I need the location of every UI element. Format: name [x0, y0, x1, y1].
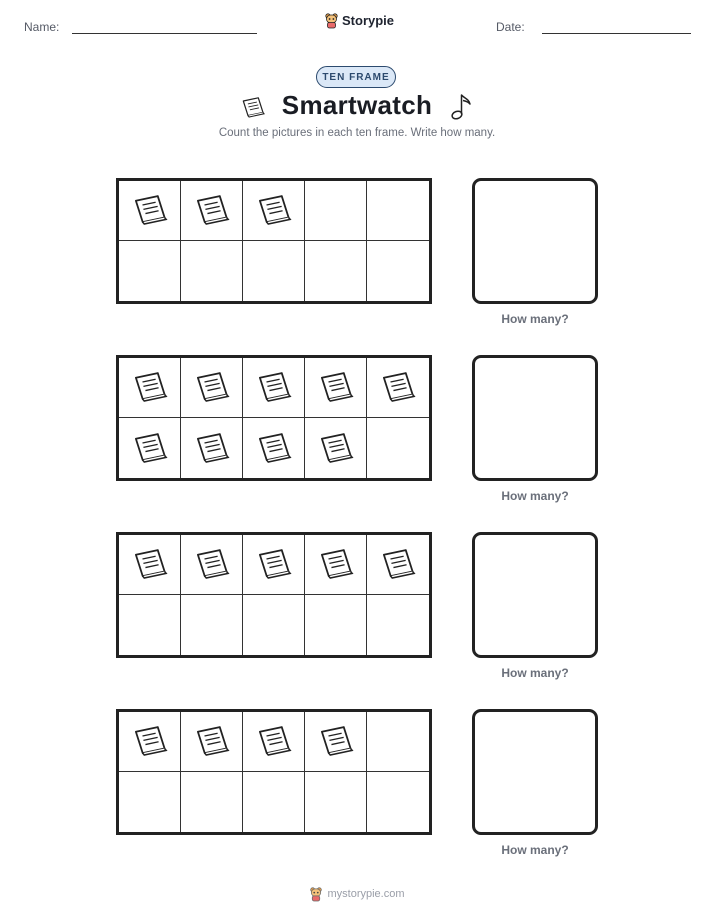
how-many-label: How many? [501, 843, 569, 857]
book-icon [255, 429, 293, 468]
book-icon [131, 429, 169, 468]
ten-frame-cell [367, 241, 429, 301]
storypie-mascot-icon [309, 886, 323, 902]
ten-frame [116, 178, 432, 304]
book-icon [317, 368, 355, 407]
ten-frame-cell [305, 181, 367, 241]
answer-box[interactable] [472, 355, 598, 481]
book-icon [255, 545, 293, 584]
ten-frame-cell [243, 358, 305, 418]
brand-name: Storypie [342, 13, 395, 28]
instructions: Count the pictures in each ten frame. Write how many. [218, 127, 496, 139]
book-icon [193, 429, 231, 468]
ten-frame-cell [305, 535, 367, 595]
book-icon [255, 368, 293, 407]
ten-frame-cell [181, 181, 243, 241]
ten-frame-cell [305, 712, 367, 772]
ten-frame-cell [367, 535, 429, 595]
book-icon [131, 722, 169, 761]
how-many-label: How many? [501, 312, 569, 326]
book-icon [193, 722, 231, 761]
footer [0, 886, 714, 902]
book-icon [379, 545, 417, 584]
ten-frame-cell [367, 595, 429, 655]
ten-frame-cell [119, 595, 181, 655]
storypie-logo [324, 12, 394, 29]
ten-frame-cell [181, 358, 243, 418]
book-icon [255, 722, 293, 761]
page-title: Smartwatch [281, 90, 433, 120]
ten-frame-cell [181, 535, 243, 595]
ten-frame-badge: TEN FRAME [316, 66, 396, 88]
ten-frame-cell [367, 772, 429, 832]
ten-frame-cell [305, 358, 367, 418]
how-many-label: How many? [501, 666, 569, 680]
ten-frame-cell [243, 712, 305, 772]
book-icon [317, 545, 355, 584]
name-write-line[interactable] [72, 33, 257, 34]
book-icon [193, 368, 231, 407]
ten-frame [116, 709, 432, 835]
date-label: Date: [496, 20, 525, 34]
ten-frame-cell [367, 712, 429, 772]
ten-frame-cell [305, 418, 367, 478]
book-icon [379, 368, 417, 407]
answer-box[interactable] [472, 178, 598, 304]
ten-frame-cell [119, 772, 181, 832]
ten-frame-cell [119, 712, 181, 772]
date-write-line[interactable] [542, 33, 691, 34]
name-label: Name: [24, 20, 60, 34]
ten-frame-cell [181, 712, 243, 772]
book-icon [317, 429, 355, 468]
book-icon [255, 191, 293, 230]
ten-frame-cell [367, 358, 429, 418]
book-icon [131, 368, 169, 407]
storypie-mascot-icon [324, 12, 339, 29]
ten-frame-cell [119, 418, 181, 478]
ten-frame-cell [181, 241, 243, 301]
ten-frame-cell [305, 772, 367, 832]
book-icon [193, 191, 231, 230]
ten-frame-cell [243, 535, 305, 595]
ten-frame [116, 532, 432, 658]
book-icon [131, 545, 169, 584]
answer-box[interactable] [472, 709, 598, 835]
ten-frame-cell [119, 181, 181, 241]
ten-frame-cell [243, 418, 305, 478]
ten-frame-cell [243, 772, 305, 832]
ten-frame-cell [181, 772, 243, 832]
ten-frame-cell [243, 595, 305, 655]
ten-frame-cell [119, 535, 181, 595]
ten-frame-cell [181, 418, 243, 478]
footer-site: mystorypie.com [327, 888, 405, 900]
ten-frame-cell [181, 595, 243, 655]
ten-frame-cell [367, 418, 429, 478]
book-icon [317, 722, 355, 761]
ten-frame-cell [243, 241, 305, 301]
ten-frame-cell [119, 358, 181, 418]
ten-frame-cell [305, 241, 367, 301]
ten-frame-cell [119, 241, 181, 301]
ten-frame [116, 355, 432, 481]
how-many-label: How many? [501, 489, 569, 503]
ten-frame-cell [243, 181, 305, 241]
book-icon [193, 545, 231, 584]
music-note-icon [450, 92, 474, 122]
ten-frame-cell [367, 181, 429, 241]
answer-box[interactable] [472, 532, 598, 658]
ten-frame-cell [305, 595, 367, 655]
book-icon [131, 191, 169, 230]
